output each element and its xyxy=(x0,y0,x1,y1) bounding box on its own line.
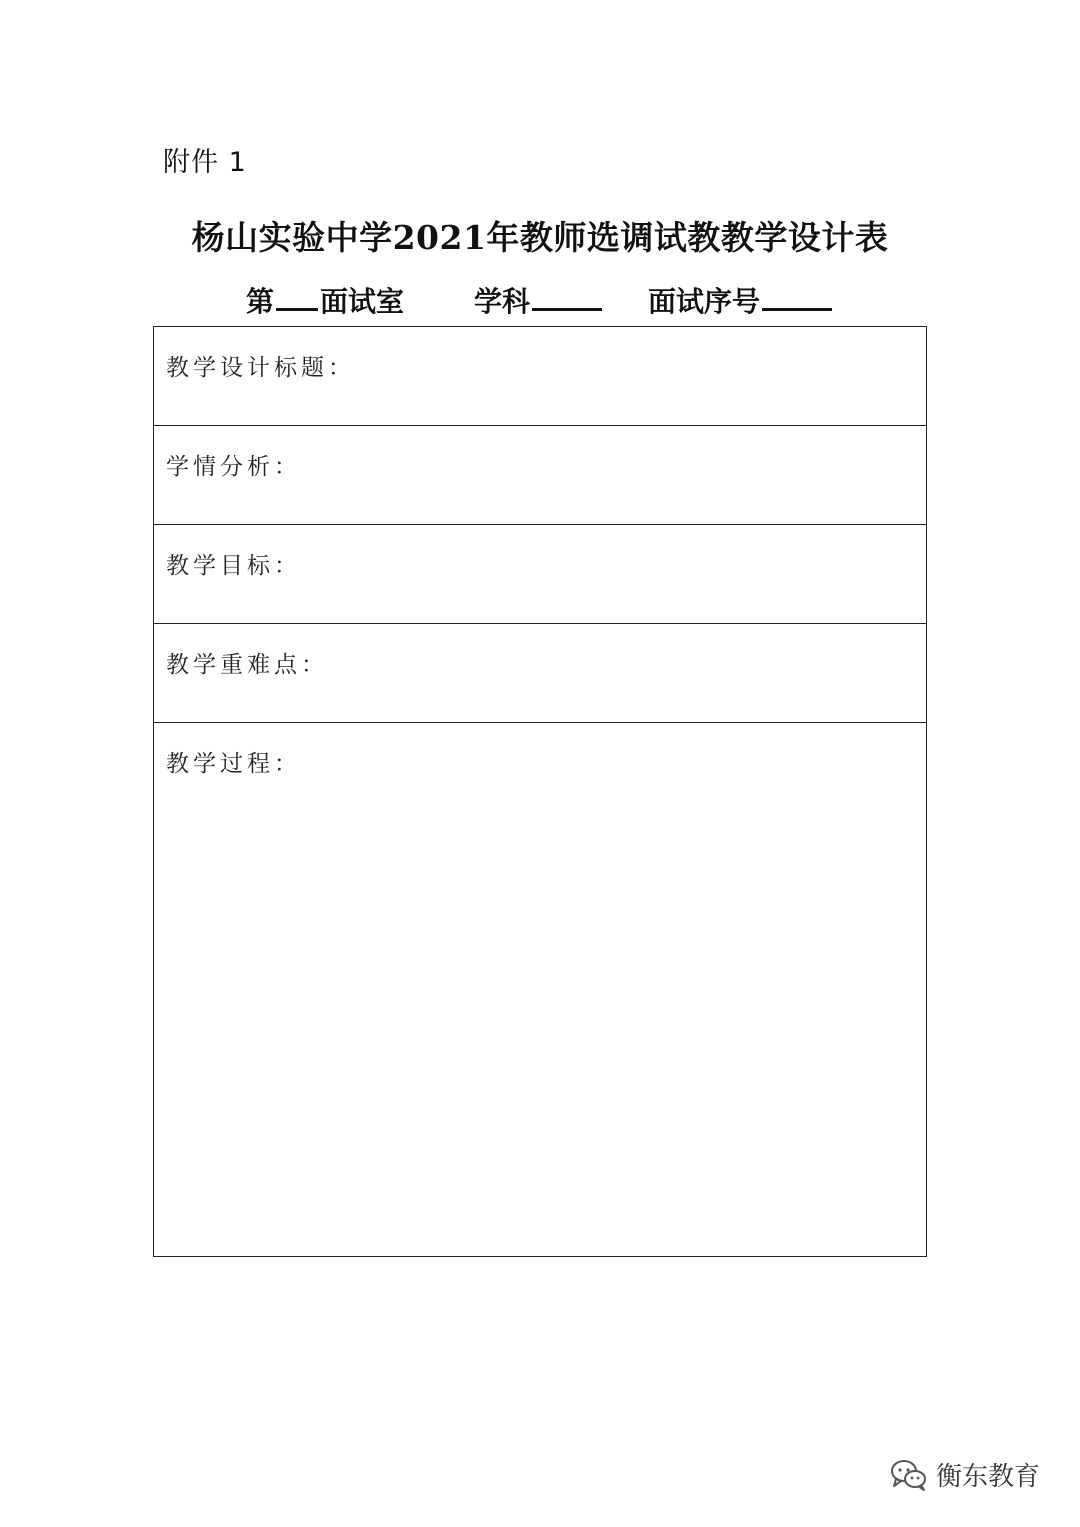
form-row-label: 教学重难点： xyxy=(166,652,328,678)
form-row-label: 教学过程： xyxy=(166,751,301,777)
room-suffix: 面试室 xyxy=(319,285,404,318)
sequence-label: 面试序号 xyxy=(648,285,761,318)
subject-label: 学科 xyxy=(474,285,531,318)
sequence-blank[interactable] xyxy=(762,282,832,311)
design-form-table xyxy=(153,326,927,1257)
attachment-label: 附件 1 xyxy=(163,147,247,178)
form-row-teaching-goals[interactable] xyxy=(154,525,926,624)
page-title: 杨山实验中学2021年教师选调试教教学设计表 xyxy=(191,218,889,257)
wechat-icon xyxy=(890,1459,928,1491)
form-row-label: 教学目标： xyxy=(166,553,301,579)
form-row-design-title[interactable] xyxy=(154,327,926,426)
subject-blank[interactable] xyxy=(532,282,602,311)
form-row-teaching-process[interactable] xyxy=(154,723,926,1258)
form-row-label: 教学设计标题： xyxy=(166,355,355,381)
form-row-label: 学情分析： xyxy=(166,454,301,480)
header-fields xyxy=(0,280,1080,320)
room-prefix: 第 xyxy=(245,285,274,318)
room-blank[interactable] xyxy=(276,282,318,311)
watermark-text: 衡东教育 xyxy=(936,1462,1041,1492)
form-row-key-difficult-points[interactable] xyxy=(154,624,926,723)
watermark xyxy=(890,1456,1040,1493)
form-row-student-analysis[interactable] xyxy=(154,426,926,525)
